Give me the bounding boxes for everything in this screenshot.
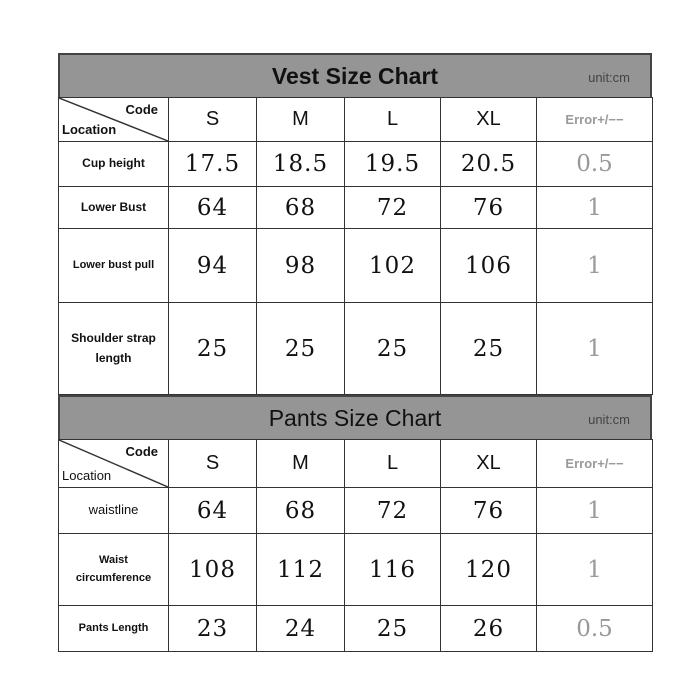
location-header: Location	[62, 468, 112, 483]
value-cell: 72	[345, 187, 441, 229]
vest-size-table	[58, 97, 653, 395]
vest-unit-label: unit:cm	[588, 70, 630, 85]
value-cell: 24	[257, 606, 345, 652]
vest-title-bar	[58, 53, 652, 97]
row-label: waistline	[59, 488, 169, 534]
row-label: Lower Bust	[59, 187, 169, 229]
value-cell: 19.5	[345, 142, 441, 187]
row-label: Pants Length	[59, 606, 169, 652]
value-cell: 102	[345, 229, 441, 303]
value-cell: 108	[169, 534, 257, 606]
size-header-s: S	[169, 440, 257, 488]
size-header-xl: XL	[441, 440, 537, 488]
size-header-s: S	[169, 98, 257, 142]
error-cell: 1	[537, 534, 653, 606]
value-cell: 94	[169, 229, 257, 303]
value-cell: 68	[257, 488, 345, 534]
value-cell: 20.5	[441, 142, 537, 187]
value-cell: 72	[345, 488, 441, 534]
table-row	[59, 534, 653, 606]
error-cell: 1	[537, 303, 653, 395]
table-row	[59, 229, 653, 303]
size-header-l: L	[345, 98, 441, 142]
pants-unit-label: unit:cm	[588, 412, 630, 427]
pants-size-table	[58, 439, 653, 652]
pants-code-location-cell	[59, 440, 169, 488]
value-cell: 98	[257, 229, 345, 303]
table-row	[59, 606, 653, 652]
vest-chart-title: Vest Size Chart	[271, 62, 439, 89]
table-row	[59, 142, 653, 187]
row-label: Shoulder strap length	[59, 303, 169, 395]
error-header: Error+/−−	[537, 440, 653, 488]
vest-size-chart	[58, 53, 652, 395]
error-cell: 1	[537, 229, 653, 303]
size-header-l: L	[345, 440, 441, 488]
value-cell: 25	[169, 303, 257, 395]
table-row	[59, 303, 653, 395]
value-cell: 25	[441, 303, 537, 395]
value-cell: 76	[441, 488, 537, 534]
value-cell: 23	[169, 606, 257, 652]
table-row	[59, 488, 653, 534]
value-cell: 68	[257, 187, 345, 229]
vest-header-row	[59, 98, 653, 142]
value-cell: 120	[441, 534, 537, 606]
pants-chart-title: Pants Size Chart	[268, 404, 442, 431]
size-header-m: M	[257, 440, 345, 488]
value-cell: 25	[345, 606, 441, 652]
value-cell: 76	[441, 187, 537, 229]
error-header: Error+/−−	[537, 98, 653, 142]
code-header: Code	[125, 444, 158, 459]
value-cell: 25	[257, 303, 345, 395]
value-cell: 116	[345, 534, 441, 606]
row-label: Cup height	[59, 142, 169, 187]
pants-size-chart	[58, 395, 652, 652]
size-header-xl: XL	[441, 98, 537, 142]
row-label: Waist circumference	[59, 534, 169, 606]
value-cell: 25	[345, 303, 441, 395]
error-cell: 1	[537, 187, 653, 229]
code-header: Code	[125, 102, 158, 117]
value-cell: 106	[441, 229, 537, 303]
error-cell: 0.5	[537, 142, 653, 187]
table-row	[59, 187, 653, 229]
value-cell: 112	[257, 534, 345, 606]
vest-code-location-cell	[59, 98, 169, 142]
value-cell: 18.5	[257, 142, 345, 187]
pants-header-row	[59, 440, 653, 488]
error-cell: 1	[537, 488, 653, 534]
error-cell: 0.5	[537, 606, 653, 652]
pants-title-bar	[58, 395, 652, 439]
value-cell: 26	[441, 606, 537, 652]
value-cell: 64	[169, 488, 257, 534]
value-cell: 64	[169, 187, 257, 229]
row-label: Lower bust pull	[59, 229, 169, 303]
size-header-m: M	[257, 98, 345, 142]
value-cell: 17.5	[169, 142, 257, 187]
location-header: Location	[62, 122, 117, 137]
